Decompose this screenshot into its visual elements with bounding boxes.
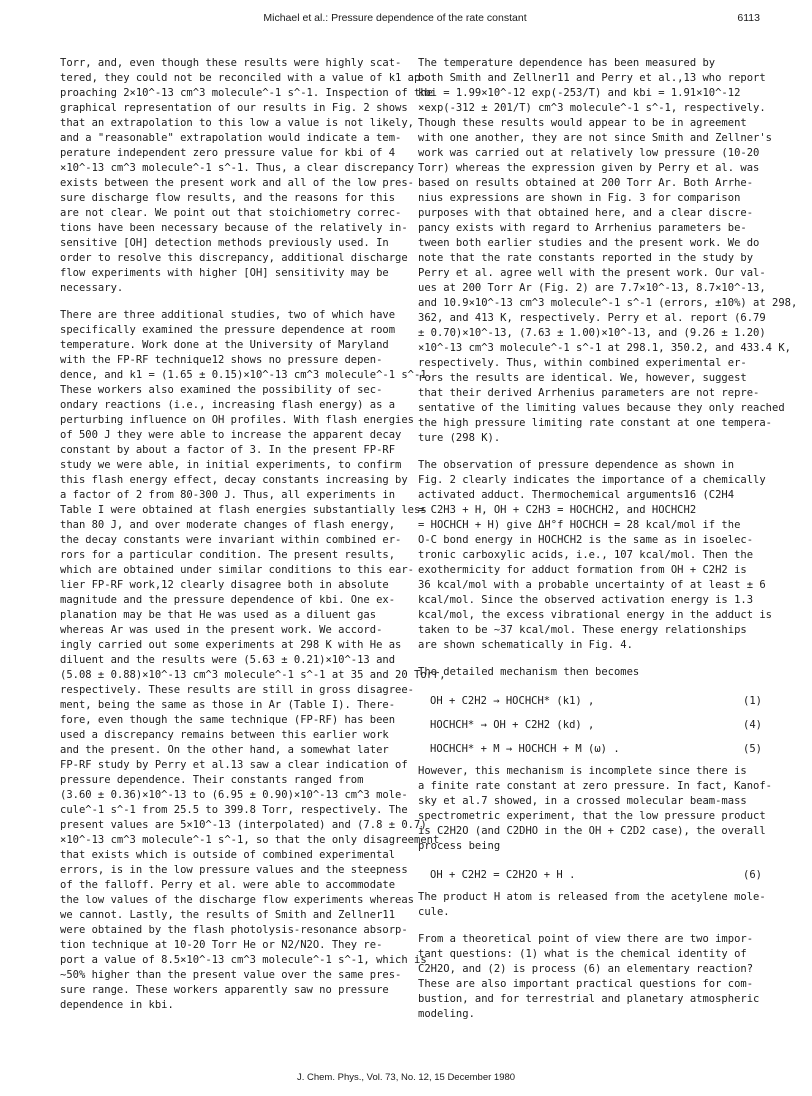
paragraph-right-6: From a theoretical point of view there are two impor- tant questions: (1) what is the chemical identity of C2H2O, and (2) is process (6) an elementary reaction? These are also important practical questions for com- bustion, and for terrestrial and planetary atmospheric modeling.: [418, 933, 760, 1020]
paragraph-right-2: The observation of pressure dependence as shown in Fig. 2 clearly indicates the importance of a chemically activated adduct. Thermochemical arguments16 (C2H4 = C2H3 + H, OH + C2H3 = HOCHCH2, and HOCHCH2 = HOCHCH + H) give ΔH°f HOCHCH = 28 kcal/mol if the O-C bond energy in HOCHCH2 is the same as in isoelec- tronic carboxylic acids, i.e., 107 kcal/mol. Then the exothermicity for adduct formation from OH + C2H2 is 36 kcal/mol with a probable uncertainty of at least ± 6 kcal/mol. Since the observed activation energy is 1.3 kcal/mol, the excess vibrational energy in the adduct is taken to be ~37 kcal/mol. These energy relationships are shown schematically in Fig. 4.: [418, 459, 773, 651]
equation-5: [418, 740, 762, 760]
equation-text: OH + C2H2 = C2H2O + H .: [430, 869, 576, 881]
paragraph-right-4: However, this mechanism is incomplete since there is a finite rate constant at zero pressure. In fact, Kanof- sky et al.7 showed, in a crossed molecular beam-mass spectrometric experiment, that the low pressure product is C2H2O (and C2DHO in the OH + C2D2 case), the overall process being: [418, 765, 773, 852]
equation-text: HOCHCH* + M → HOCHCH + M (ω) .: [430, 743, 620, 755]
page-number: 6113: [737, 12, 760, 24]
equation-number: (5): [743, 743, 762, 755]
paragraph-right-3: The detailed mechanism then becomes: [418, 666, 640, 678]
equation-number: (1): [743, 695, 762, 707]
running-head: Michael et al.: Pressure dependence of the rate constant: [263, 12, 527, 24]
right-column: [418, 56, 798, 1034]
equation-number: (6): [743, 869, 762, 881]
equation-number: (4): [743, 719, 762, 731]
equation-6: [418, 866, 762, 886]
page-header: [60, 12, 760, 34]
paragraph-right-1: The temperature dependence has been measured by both Smith and Zellner11 and Perry et al.,13 who report kbi = 1.99×10^-12 exp(-253/T) and kbi = 1.91×10^-12 ×exp(-312 ± 201/T) cm^3 molecule^-1 s^-1, respectively. Though these results would appear to be in agreement with one another, they are not since Smith and Zellner's work was carried out at relatively low pressure (10-20 Torr) whereas the expression given by Perry et al. was based on results obtained at 200 Torr Ar. Both Arrhe- nius expressions are shown in Fig. 3 for comparison purposes with that obtained here, and a clear discre- pancy exists with regard to Arrhenius parameters be- tween both earlier studies and the present work. We do note that the rate constants reported in the study by Perry et al. agree well with the present work. Our val- ues at 200 Torr Ar (Fig. 2) are 7.7×10^-13, 8.7×10^-13, and 10.9×10^-13 cm^3 molecule^-1 s^-1 (errors, ±10%) at 298, 362, and 413 K, respectively. Perry et al. report (6.79 ± 0.70)×10^-13, (7.63 ± 1.00)×10^-13, and (9.26 ± 1.20) ×10^-13 cm^3 molecule^-1 s^-1 at 298.1, 350.2, and 433.4 K, respectively. Thus, within combined experimental er- rors the results are identical. We, however, suggest that their derived Arrhenius parameters are not repre- sentative of the limiting values because they only reached the high pressure limiting rate constant at one tempera- ture (298 K).: [418, 57, 798, 444]
equation-text: OH + C2H2 → HOCHCH* (k1) ,: [430, 695, 595, 707]
equation-text: HOCHCH* → OH + C2H2 (kd) ,: [430, 719, 595, 731]
page-footer: J. Chem. Phys., Vol. 73, No. 12, 15 December 1980: [296, 1072, 516, 1083]
paragraph-right-5: The product H atom is released from the acetylene mole- cule.: [418, 891, 766, 918]
equation-4: [418, 716, 762, 736]
left-column: [60, 56, 446, 1025]
paragraph-left-2: There are three additional studies, two of which have specifically examined the pressure dependence at room temperature. Work done at the University of Maryland with the FP-RF technique12 shows no pressure depen- dence, and k1 = (1.65 ± 0.15)×10^-13 cm^3 molecule^-1 s^-1. These workers also examined the possibility of sec- ondary reactions (i.e., increasing flash energy) as a perturbing influence on OH profiles. With flash energies of 500 J they were able to increase the apparent decay constant by about a factor of 3. In the present FP-RF study we were able, in initial experiments, to confirm this flash energy effect, decay constants increasing by a factor of 2 from 80-300 J. Thus, all experiments in Table I were obtained at flash energies substantially less than 80 J, and over moderate changes of flash energy, the decay constants were invariant within combined er- rors for a particular condition. The present results, which are obtained under similar conditions to this ear- lier FP-RF work,12 clearly disagree both in absolute magnitude and the pressure dependence of kbi. One ex- planation may be that He was used as a diluent gas whereas Ar was used in the present work. We accord- ingly carried out some experiments at 298 K with He as diluent and the results were (5.63 ± 0.21)×10^-13 and (5.08 ± 0.88)×10^-13 cm^3 molecule^-1 s^-1 at 35 and 20 Torr, respectively. These results are still in gross disagree- ment, being the same as those in Ar (Table I). There- fore, even though the same technique (FP-RF) has been used a discrepancy remains between this earlier work and the present. On the other hand, a somewhat later FP-RF study by Perry et al.13 saw a clear indication of pressure dependence. Their constants ranged from (3.60 ± 0.36)×10^-13 to (6.95 ± 0.90)×10^-13 cm^3 mole- cule^-1 s^-1 from 25.5 to 399.8 Torr, respectively. The present values are 5×10^-13 (interpolated) and (7.8 ± 0.7) ×10^-13 cm^3 molecule^-1 s^-1, so that the only disagreement that exists which is outside of combined experimental errors, is in the low pressure values and the steepness of the falloff. Perry et al. were able to accommodate the low values of the discharge flow experiments whereas we cannot. Lastly, the results of Smith and Zellner11 were obtained by the flash photolysis-resonance absorp- tion technique at 10-20 Torr He or N2/N2O. They re- port a value of 8.5×10^-13 cm^3 molecule^-1 s^-1, which is ~50% higher than the present value over the same pres- sure range. These workers apparently saw no pressure dependence in kbi.: [60, 309, 446, 1011]
equation-1: [418, 692, 762, 712]
paragraph-left-1: Torr, and, even though these results were highly scat- tered, they could not be reconciled with a value of k1 ap- proaching 2×10^-13 cm^3 molecule^-1 s^-1. Inspection of the graphical representation of our results in Fig. 2 shows that an extrapolation to this low a value is not likely, and a "reasonable" extrapolation would indicate a tem- perature independent zero pressure value for kbi of 4 ×10^-13 cm^3 molecule^-1 s^-1. Thus, a clear discrepancy exists between the present work and all of the low pres- sure discharge flow results, and the reasons for this are not clear. We point out that stoichiometry correc- tions have been necessary because of the relatively in- sensitive [OH] detection methods previously used. In order to resolve this discrepancy, additional discharge flow experiments with higher [OH] sensitivity may be necessary.: [60, 57, 433, 294]
